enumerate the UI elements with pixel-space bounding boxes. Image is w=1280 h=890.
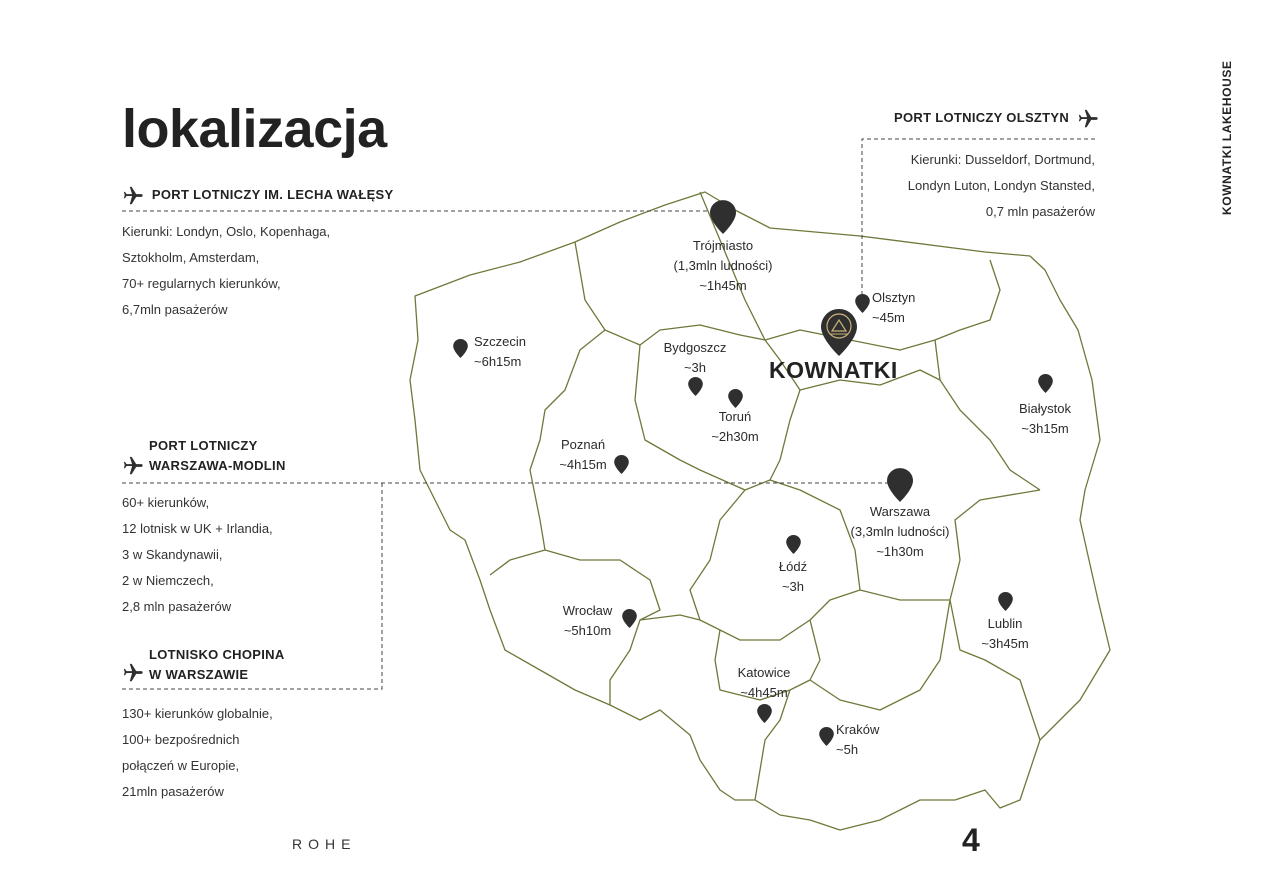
city-label-bydgoszcz	[650, 338, 740, 378]
info-line: Sztokholm, Amsterdam,	[122, 250, 260, 265]
city-travel-time: ~1h45m	[699, 278, 747, 293]
city-travel-time: ~6h15m	[474, 354, 522, 369]
city-label-katowice	[729, 663, 799, 703]
page-number: 4	[962, 822, 980, 858]
info-line: 6,7mln pasażerów	[122, 302, 228, 317]
info-line: 12 lotnisk w UK + Irlandia,	[122, 521, 273, 536]
page-title: lokalizacja	[122, 99, 387, 159]
city-name: Olsztyn	[872, 290, 916, 305]
airplane-icon	[122, 662, 144, 684]
city-travel-time: ~5h10m	[563, 623, 612, 638]
airplane-icon	[1077, 108, 1099, 130]
city-name: Łódź	[778, 559, 808, 574]
info-line: 0,7 mln pasażerów	[985, 204, 1095, 219]
city-name: Lublin	[987, 616, 1023, 631]
city-name: Białystok	[1018, 401, 1072, 416]
city-travel-time: ~3h45m	[981, 636, 1029, 651]
city-label-torun	[700, 407, 770, 447]
airport-gdansk-info	[122, 219, 330, 323]
city-name: Poznań	[560, 437, 606, 452]
city-travel-time: ~3h	[683, 360, 707, 375]
info-line: Kierunki: Dusseldorf, Dortmund,	[910, 152, 1095, 167]
airport-name-line2: WARSZAWA-MODLIN	[149, 458, 286, 473]
city-label-bialystok	[1005, 399, 1085, 439]
city-population: (1,3mln ludności)	[673, 258, 773, 273]
city-name: Kraków	[836, 722, 880, 737]
airport-chopin-info	[122, 701, 273, 805]
info-line: 70+ regularnych kierunków,	[122, 276, 281, 291]
airport-modlin	[122, 436, 286, 476]
kownatki-label: KOWNATKI	[769, 357, 898, 383]
info-line: Londyn Luton, Londyn Stansted,	[907, 178, 1095, 193]
airport-chopin	[122, 645, 285, 685]
city-travel-time: ~3h15m	[1021, 421, 1069, 436]
city-name: Trójmiasto	[692, 238, 754, 253]
airport-modlin-info	[122, 490, 273, 620]
city-label-olsztyn	[872, 288, 915, 328]
airplane-icon	[122, 185, 144, 207]
info-line: 3 w Skandynawii,	[122, 547, 223, 562]
city-label-warszawa	[840, 502, 960, 562]
city-population: (3,3mln ludności)	[850, 524, 950, 539]
brand-logo: ROHE	[292, 836, 357, 852]
info-line: 21mln pasażerów	[122, 784, 224, 799]
city-label-krakow	[836, 720, 896, 760]
airport-olsztyn	[889, 108, 1099, 130]
city-travel-time: ~4h15m	[559, 457, 607, 472]
city-label-trojmiasto	[653, 236, 793, 296]
city-travel-time: ~45m	[872, 310, 905, 325]
city-label-lodz	[763, 557, 823, 597]
city-travel-time: ~3h	[781, 579, 805, 594]
airport-name-line1: PORT LOTNICZY	[149, 438, 258, 453]
airport-gdansk	[122, 185, 393, 207]
city-label-szczecin	[474, 332, 526, 372]
city-travel-time: ~4h45m	[740, 685, 788, 700]
airport-name-line2: W WARSZAWIE	[149, 667, 249, 682]
city-name: Szczecin	[474, 334, 527, 349]
airport-name: PORT LOTNICZY OLSZTYN	[894, 110, 1070, 126]
info-line: połączeń w Europie,	[122, 758, 240, 773]
city-travel-time: ~1h30m	[876, 544, 924, 559]
kownatki-logo-icon	[821, 309, 857, 356]
city-name: Toruń	[718, 409, 752, 424]
airport-name-line1: LOTNISKO CHOPINA	[149, 647, 285, 662]
city-travel-time: ~2h30m	[711, 429, 759, 444]
city-name: Wrocław	[562, 603, 613, 618]
info-line: 2,8 mln pasażerów	[122, 599, 232, 614]
info-line: 2 w Niemczech,	[122, 573, 214, 588]
city-name: Warszawa	[869, 504, 931, 519]
info-line: 100+ bezpośrednich	[122, 732, 240, 747]
info-line: 130+ kierunków globalnie,	[122, 706, 273, 721]
city-label-lublin	[970, 614, 1040, 654]
city-label-wroclaw	[550, 601, 625, 641]
city-name: Katowice	[737, 665, 791, 680]
city-travel-time: ~5h	[836, 742, 859, 757]
city-label-poznan	[548, 435, 618, 475]
city-name: Bydgoszcz	[663, 340, 727, 355]
vertical-brand-title: KOWNATKI LAKEHOUSE	[1220, 60, 1234, 215]
info-line: 60+ kierunków,	[122, 495, 210, 510]
info-line: Kierunki: Londyn, Oslo, Kopenhaga,	[122, 224, 331, 239]
airport-olsztyn-info	[860, 147, 1095, 225]
airplane-icon	[122, 455, 144, 477]
airport-name: PORT LOTNICZY IM. LECHA WAŁĘSY	[151, 187, 394, 203]
